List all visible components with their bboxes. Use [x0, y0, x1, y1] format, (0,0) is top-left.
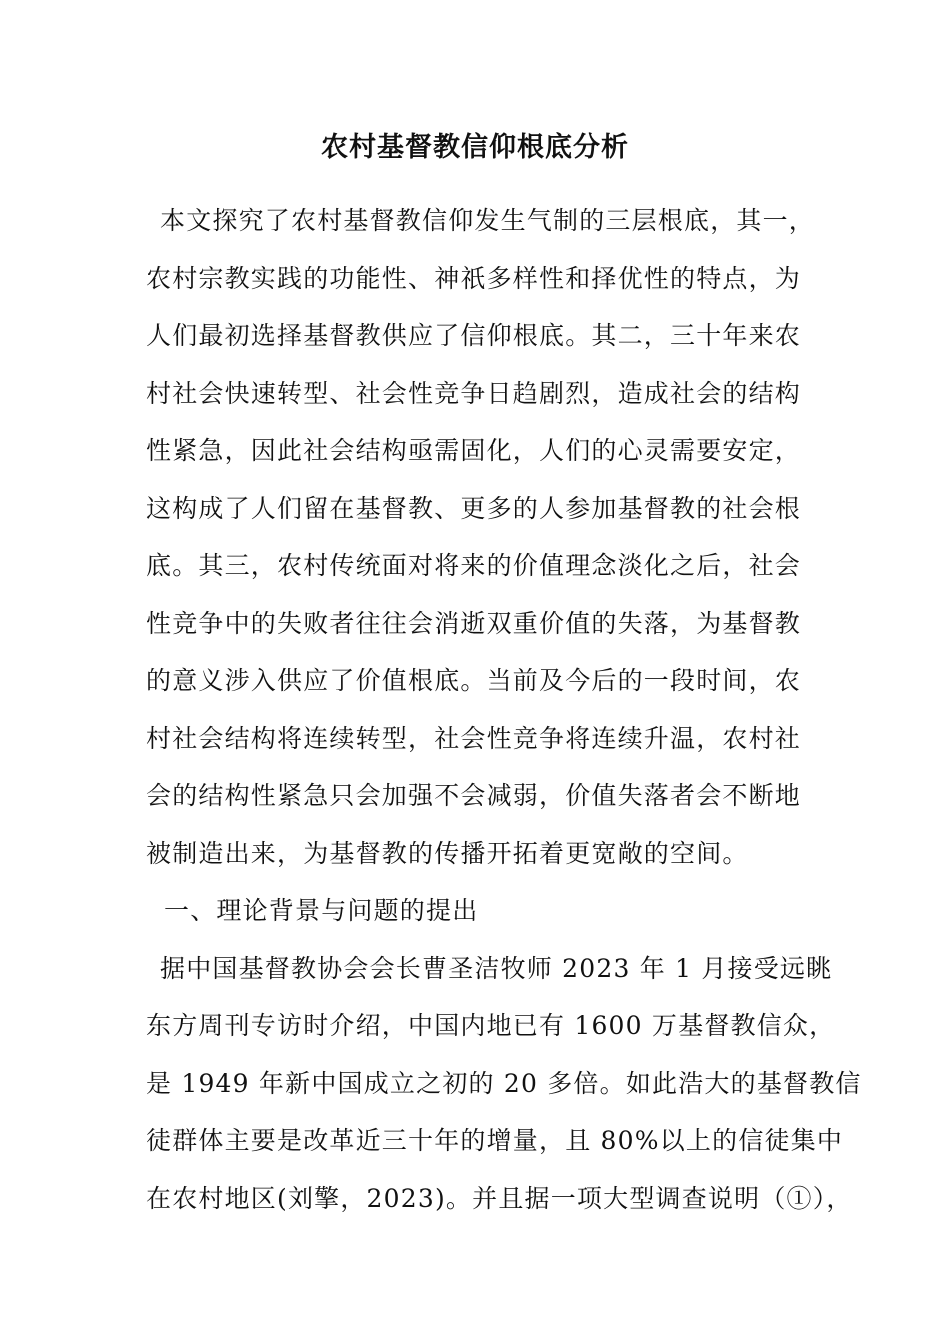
section-line: 东方周刊专访时介绍，中国内地已有 1600 万基督教信众，	[146, 1011, 836, 1040]
abstract-line: 会的结构性紧急只会加强不会减弱，价值失落者会不断地	[146, 781, 802, 810]
section-line: 在农村地区(刘擎，2023)。并且据一项大型调查说明（①），	[146, 1183, 853, 1213]
abstract-line: 村社会结构将连续转型，社会性竞争将连续升温，农村社	[146, 723, 802, 753]
section-line: 据中国基督教协会会长曹圣洁牧师 2023 年 1 月接受远眺	[160, 953, 833, 983]
section-heading: 一、理论背景与问题的提出	[164, 896, 479, 925]
abstract-line: 被制造出来，为基督教的传播开拓着更宽敞的空间。	[146, 838, 749, 868]
abstract-line: 村社会快速转型、社会性竞争日趋剧烈，造成社会的结构	[146, 378, 802, 408]
section-line: 徒群体主要是改革近三十年的增量，且 80%以上的信徒集中	[146, 1126, 844, 1155]
abstract-line: 的意义涉入供应了价值根底。当前及今后的一段时间，农	[146, 666, 802, 695]
abstract-line: 本文探究了农村基督教信仰发生气制的三层根底，其一，	[160, 206, 816, 235]
section-line: 是 1949 年新中国成立之初的 20 多倍。如此浩大的基督教信	[146, 1068, 862, 1098]
abstract-line: 这构成了人们留在基督教、更多的人参加基督教的社会根	[146, 493, 802, 523]
abstract-paragraph	[146, 192, 862, 1227]
abstract-line: 农村宗教实践的功能性、神祇多样性和择优性的特点，为	[146, 263, 802, 293]
abstract-line: 底。其三，农村传统面对将来的价值理念淡化之后，社会	[146, 551, 802, 580]
abstract-line: 性竞争中的失败者往往会消逝双重价值的失落，为基督教	[146, 608, 802, 638]
abstract-line: 性紧急，因此社会结构亟需固化，人们的心灵需要安定，	[146, 436, 802, 465]
document-title: 农村基督教信仰根底分析	[321, 132, 629, 163]
abstract-line: 人们最初选择基督教供应了信仰根底。其二，三十年来农	[146, 321, 802, 350]
